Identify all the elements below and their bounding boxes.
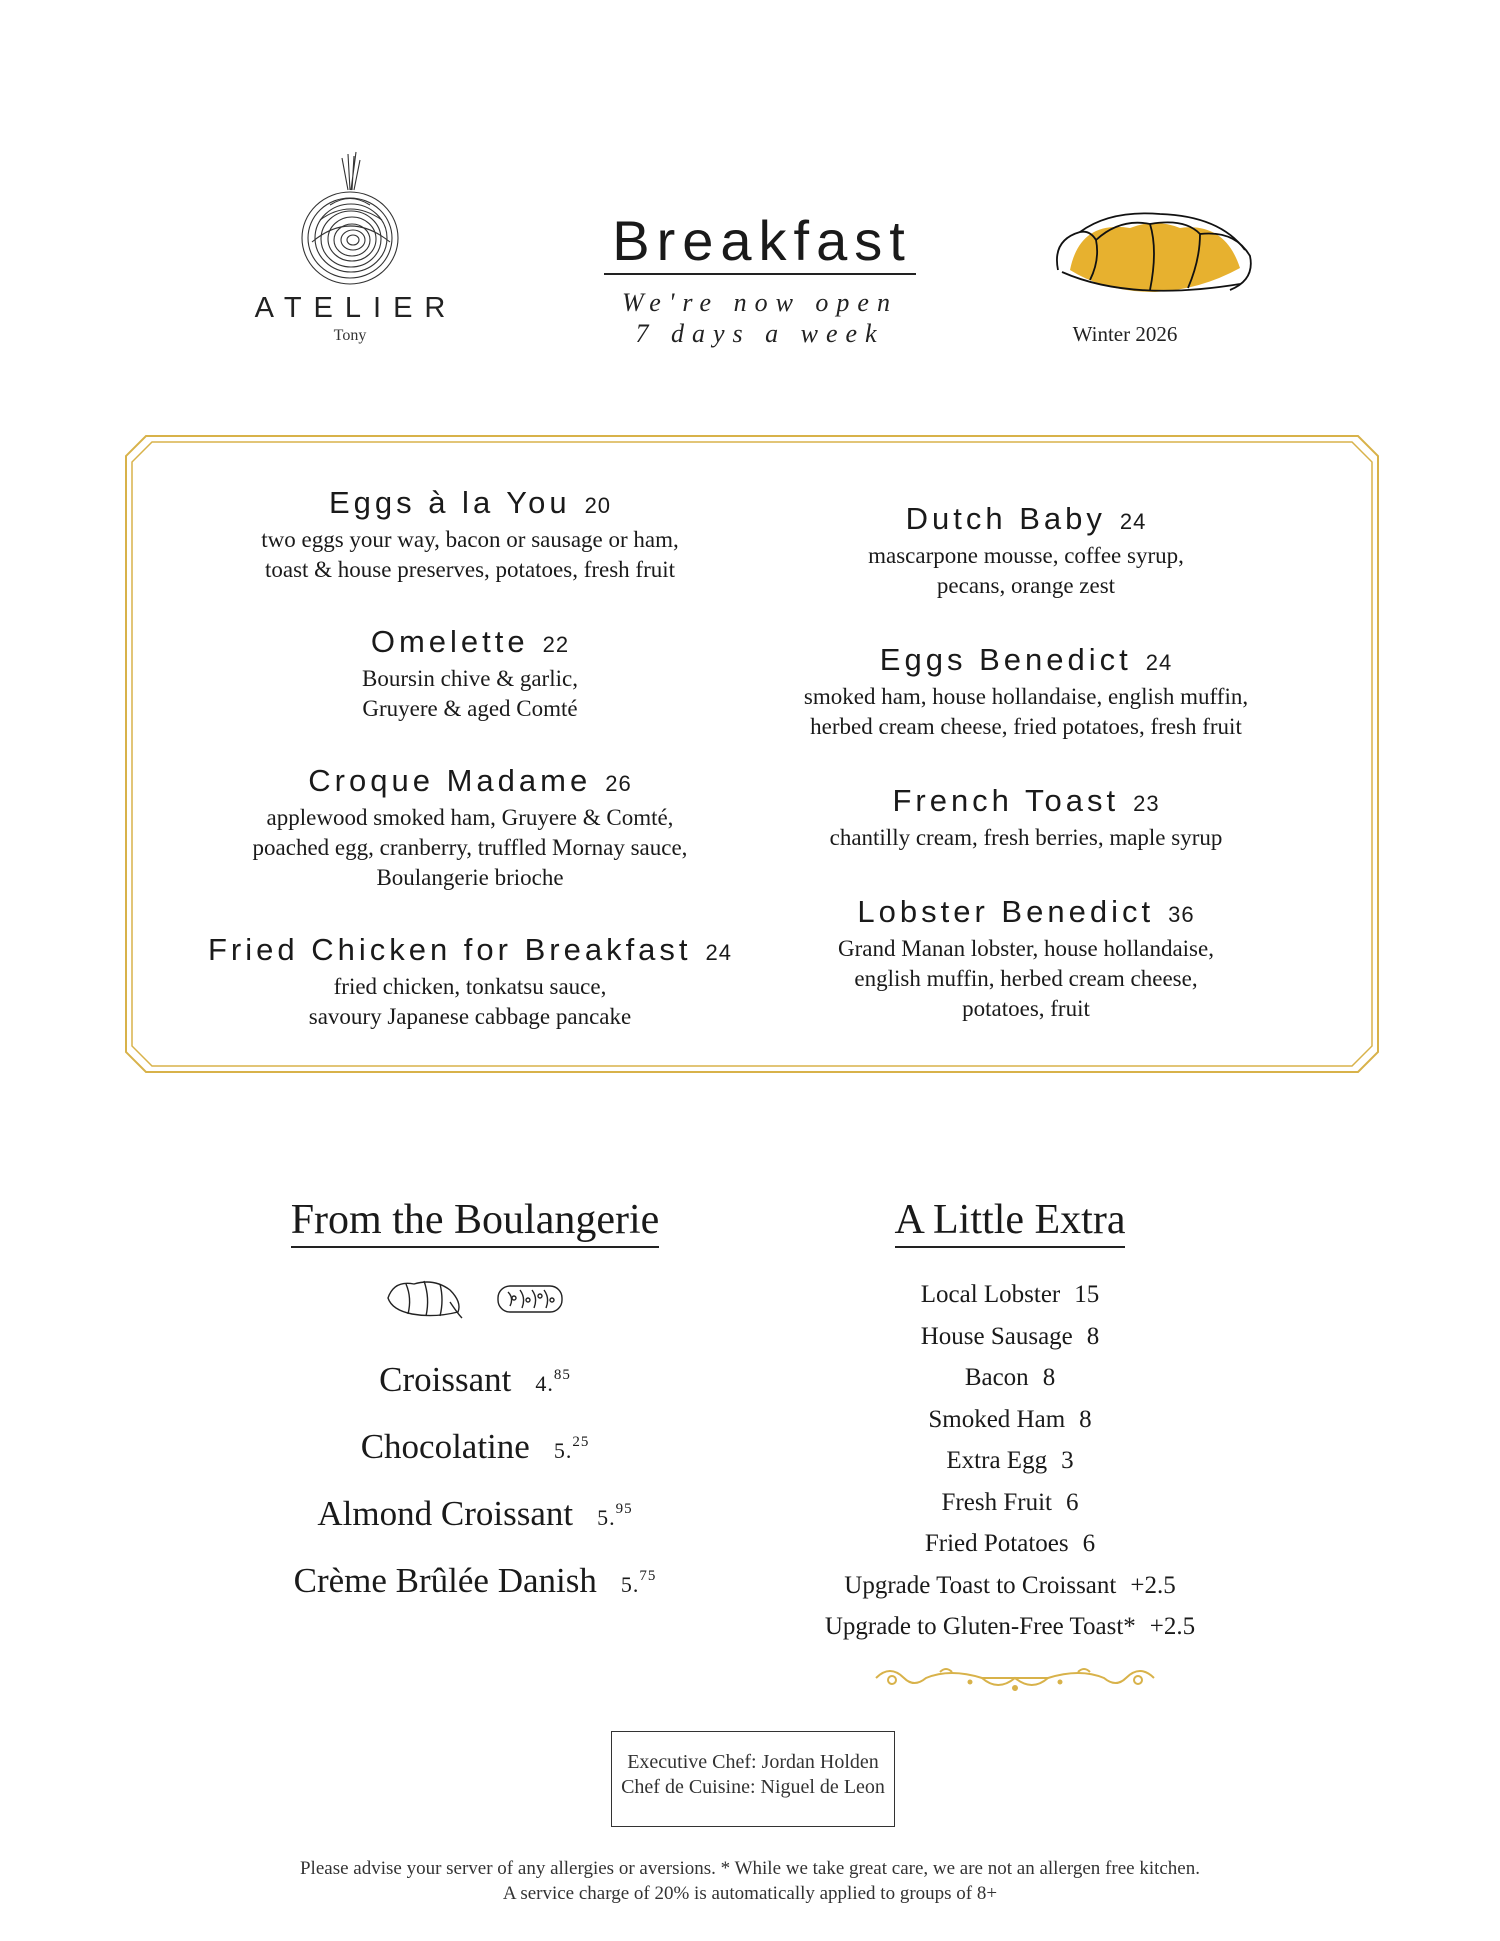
menu-item-name: Lobster Benedict: [857, 894, 1155, 929]
ornamental-flourish-icon: [870, 1658, 1160, 1698]
brand-subtitle: Tony: [333, 327, 367, 344]
menu-item-name: Eggs Benedict: [879, 642, 1132, 677]
menu-item-desc: herbed cream cheese, fried potatoes, fresh fruit: [810, 714, 1242, 739]
menu-item-desc: toast & house preserves, potatoes, fresh fruit: [264, 557, 676, 582]
menu-item: [190, 931, 750, 1032]
list-item: [780, 1316, 1240, 1358]
chef-credits: [611, 1731, 895, 1827]
pastry-icons: [250, 1276, 700, 1322]
item-name: Almond Croissant: [317, 1494, 574, 1533]
list-item: [780, 1357, 1240, 1399]
menu-item-name: Omelette: [370, 624, 529, 659]
item-price-cents: 95: [615, 1501, 633, 1517]
menu-item: [190, 762, 750, 893]
list-item: [780, 1565, 1240, 1607]
item-price: 15: [1074, 1281, 1100, 1308]
list-item: [780, 1606, 1240, 1648]
menu-item-desc: smoked ham, house hollandaise, english muffin,: [803, 684, 1249, 709]
item-price-cents: 85: [553, 1367, 571, 1383]
croissant-icon: [384, 1276, 464, 1320]
menu-item: [746, 641, 1306, 742]
croissant-icon: [1050, 210, 1260, 320]
chef-de-cuisine: Chef de Cuisine: Niguel de Leon: [621, 1776, 885, 1798]
item-price: 6: [1082, 1530, 1096, 1557]
item-name: Chocolatine: [360, 1427, 530, 1466]
menu-item-desc: Boulangerie brioche: [376, 865, 564, 890]
list-item: [780, 1523, 1240, 1565]
extras-list: [780, 1274, 1240, 1648]
menu-item: [746, 782, 1306, 853]
item-name: House Sausage: [920, 1322, 1073, 1350]
service-charge-notice: A service charge of 20% is automatically applied to groups of 8+: [502, 1883, 998, 1904]
brand-logo: [240, 150, 460, 345]
item-name: Fried Potatoes: [924, 1530, 1069, 1557]
item-price: 5.: [553, 1438, 573, 1463]
item-name: Fresh Fruit: [941, 1488, 1052, 1516]
menu-item-desc: potatoes, fruit: [962, 996, 1090, 1021]
item-price: 5.: [620, 1572, 640, 1597]
list-item: [250, 1413, 700, 1480]
menu-item-price: 23: [1133, 791, 1160, 816]
item-name: Crème Brûlée Danish: [293, 1561, 597, 1600]
menu-item-name: Fried Chicken for Breakfast: [207, 932, 692, 967]
item-name: Local Lobster: [920, 1281, 1061, 1308]
item-price: 8: [1079, 1405, 1092, 1433]
footer-notice: [150, 1856, 1350, 1906]
menu-item-desc: chantilly cream, fresh berries, maple syrup: [829, 825, 1223, 850]
item-price: 8: [1086, 1322, 1100, 1350]
list-item: [780, 1482, 1240, 1524]
allergy-notice: Please advise your server of any allergies or aversions. * While we take great care, we are not an allergen free kitchen.: [299, 1858, 1200, 1879]
item-price: 4.: [535, 1371, 554, 1396]
brand-name: ATELIER: [254, 292, 458, 324]
item-price: +2.5: [1130, 1571, 1176, 1599]
season-label: Winter 2026: [1072, 322, 1178, 346]
menu-item-name: Eggs à la You: [328, 485, 571, 520]
extras-title: A Little Extra: [895, 1196, 1126, 1248]
menu-item-price: 24: [705, 940, 733, 965]
list-item: [250, 1547, 700, 1614]
item-price: 5.: [597, 1505, 616, 1530]
list-item: [780, 1440, 1240, 1482]
item-price: 8: [1042, 1364, 1056, 1391]
menu-item-name: Dutch Baby: [905, 501, 1106, 536]
menu-item-desc: Boursin chive & garlic,: [362, 666, 578, 691]
item-price: 6: [1065, 1488, 1079, 1516]
item-name: Upgrade to Gluten-Free Toast*: [824, 1613, 1136, 1640]
menu-item-name: French Toast: [892, 783, 1120, 818]
list-item: [780, 1274, 1240, 1316]
menu-item: [190, 623, 750, 724]
tagline-line-1: We're now open: [622, 287, 898, 317]
title-block: [540, 209, 980, 349]
menu-item-price: 24: [1145, 650, 1173, 675]
menu-item-price: 20: [584, 493, 612, 518]
menu-item-desc: fried chicken, tonkatsu sauce,: [333, 974, 607, 999]
menu-column-left: [190, 484, 750, 1070]
menu-column-right: [746, 500, 1306, 1064]
page-title: Breakfast: [604, 212, 916, 275]
menu-item: [190, 484, 750, 585]
item-price-cents: 25: [572, 1434, 590, 1450]
menu-item-price: 36: [1168, 902, 1195, 927]
item-price-cents: 75: [639, 1568, 657, 1584]
menu-item: [746, 500, 1306, 601]
list-item: [250, 1480, 700, 1547]
item-name: Extra Egg: [946, 1447, 1048, 1474]
menu-item-desc: mascarpone mousse, coffee syrup,: [868, 543, 1184, 568]
item-price: +2.5: [1149, 1613, 1196, 1640]
season-block: [1050, 210, 1250, 347]
menu-item-price: 26: [605, 771, 632, 796]
menu-item-desc: applewood smoked ham, Gruyere & Comté,: [266, 805, 674, 830]
boulangerie-list: [250, 1346, 700, 1614]
menu-item-price: 24: [1119, 509, 1147, 534]
list-item: [780, 1399, 1240, 1441]
executive-chef: Executive Chef: Jordan Holden: [627, 1751, 879, 1773]
menu-item-desc: Grand Manan lobster, house hollandaise,: [838, 936, 1214, 961]
item-name: Smoked Ham: [928, 1405, 1066, 1433]
menu-item-price: 22: [542, 632, 570, 657]
menu-item: [746, 893, 1306, 1024]
menu-item-desc: savoury Japanese cabbage pancake: [308, 1004, 632, 1029]
pain-au-chocolat-icon: [494, 1276, 566, 1320]
menu-item-desc: poached egg, cranberry, truffled Mornay sauce,: [252, 835, 688, 860]
menu-item-desc: english muffin, herbed cream cheese,: [854, 966, 1198, 991]
boulangerie-section: [250, 1196, 700, 1614]
menu-item-name: Croque Madame: [308, 763, 592, 798]
list-item: [250, 1346, 700, 1413]
boulangerie-title: From the Boulangerie: [291, 1196, 660, 1248]
menu-item-desc: pecans, orange zest: [936, 573, 1116, 598]
tagline-line-2: 7 days a week: [635, 318, 885, 348]
item-name: Upgrade Toast to Croissant: [844, 1571, 1117, 1599]
item-price: 3: [1061, 1447, 1074, 1474]
item-name: Bacon: [964, 1364, 1029, 1391]
menu-item-desc: Gruyere & aged Comté: [362, 696, 578, 721]
menu-item-desc: two eggs your way, bacon or sausage or ham,: [261, 527, 679, 552]
onion-sketch-icon: [290, 150, 410, 290]
extras-section: [780, 1196, 1240, 1648]
item-name: Croissant: [379, 1360, 512, 1399]
